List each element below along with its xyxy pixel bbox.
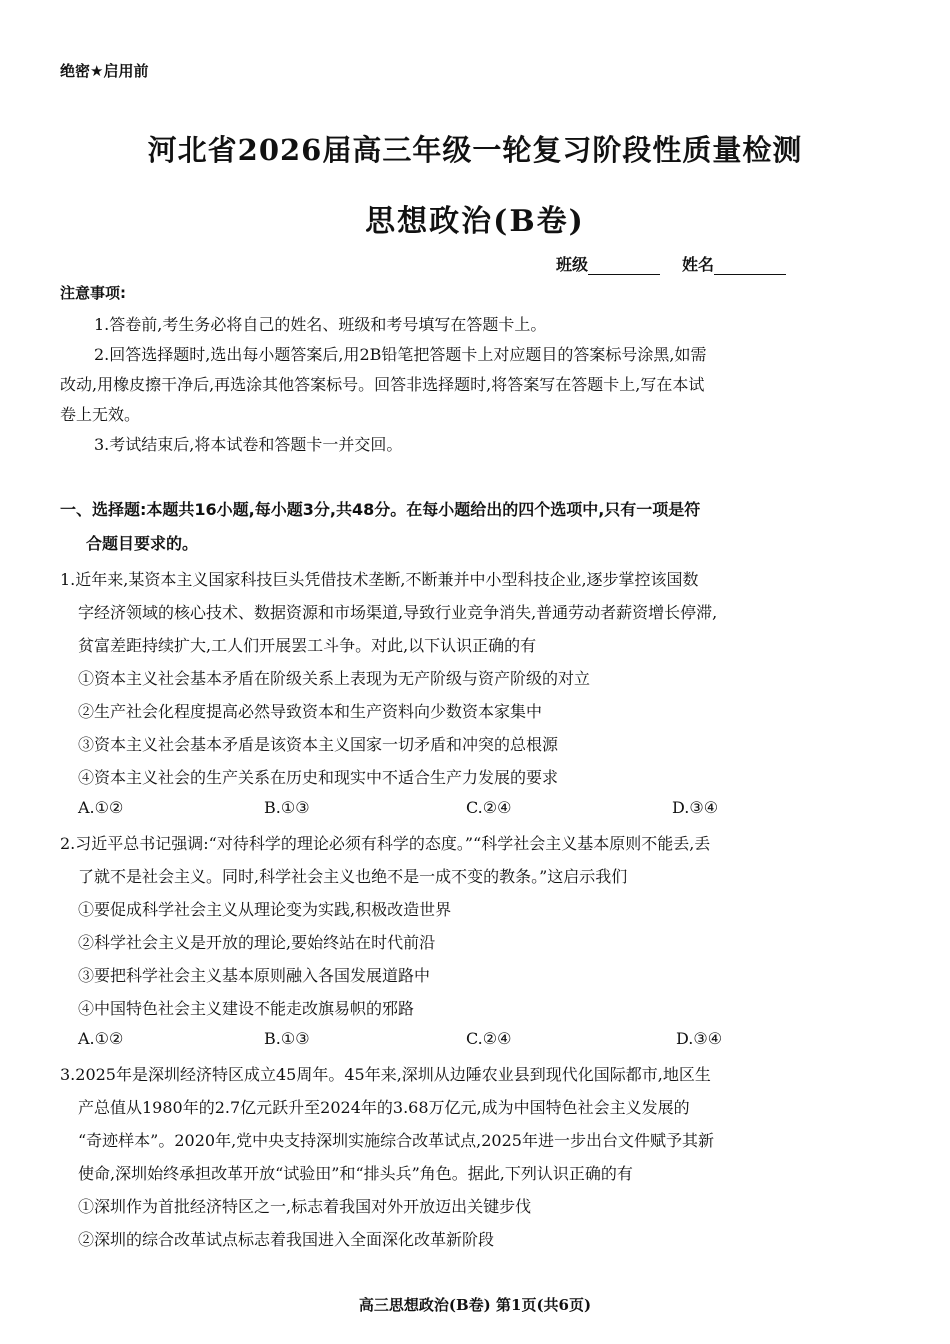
class-blank[interactable] (588, 256, 660, 275)
statement: ①要促成科学社会主义从理论变为实践,积极改造世界 (78, 900, 452, 919)
section-heading-cont: 合题目要求的。 (86, 534, 199, 553)
notes-line: 1.答卷前,考生务必将自己的姓名、班级和考号填写在答题卡上。 (94, 315, 547, 334)
question-text-line: 了就不是社会主义。同时,科学社会主义也绝不是一成不变的教条。”这启示我们 (78, 867, 628, 886)
option-c[interactable]: C.②④ (466, 798, 512, 817)
statement: ③资本主义社会基本矛盾是该资本主义国家一切矛盾和冲突的总根源 (78, 735, 559, 754)
exam-subtitle: 思想政治(B卷) (365, 204, 585, 239)
option-a[interactable]: A.①② (78, 798, 124, 817)
statement: ①深圳作为首批经济特区之一,标志着我国对外开放迈出关键步伐 (78, 1197, 532, 1216)
page-footer: 高三思想政治(B卷) 第1页(共6页) (358, 1296, 592, 1314)
question-text-line: 使命,深圳始终承担改革开放“试验田”和“排头兵”角色。据此,下列认识正确的有 (78, 1164, 633, 1183)
name-blank[interactable] (714, 256, 786, 275)
class-label: 班级 (556, 255, 589, 274)
question-text-line: 贫富差距持续扩大,工人们开展罢工斗争。对此,以下认识正确的有 (78, 636, 537, 655)
name-label: 姓名 (682, 255, 715, 274)
question-text-line: “奇迹样本”。2020年,党中央支持深圳实施综合改革试点,2025年进一步出台文件赋予其新 (78, 1131, 714, 1150)
question-text-line: 1.近年来,某资本主义国家科技巨头凭借技术垄断,不断兼并中小型科技企业,逐步掌控该国数 (60, 570, 699, 589)
notes-line: 2.回答选择题时,选出每小题答案后,用2B铅笔把答题卡上对应题目的答案标号涂黑,如需 (94, 345, 707, 364)
section-heading: 一、选择题:本题共16小题,每小题3分,共48分。在每小题给出的四个选项中,只有一项是符 (60, 500, 701, 519)
notes-line: 3.考试结束后,将本试卷和答题卡一并交回。 (94, 435, 403, 454)
question-text-line: 产总值从1980年的2.7亿元跃升至2024年的3.68万亿元,成为中国特色社会主义发展的 (78, 1098, 690, 1117)
notes-line: 卷上无效。 (60, 405, 141, 424)
option-c[interactable]: C.②④ (466, 1029, 512, 1048)
option-b[interactable]: B.①③ (264, 1029, 310, 1048)
statement: ②深圳的综合改革试点标志着我国进入全面深化改革新阶段 (78, 1230, 495, 1249)
statement: ①资本主义社会基本矛盾在阶级关系上表现为无产阶级与资产阶级的对立 (78, 669, 591, 688)
question-text-line: 3.2025年是深圳经济特区成立45周年。45年来,深圳从边陲农业县到现代化国际都市,地区生 (60, 1065, 711, 1084)
option-d[interactable]: D.③④ (676, 1029, 723, 1048)
statement: ④中国特色社会主义建设不能走改旗易帜的邪路 (78, 999, 415, 1018)
notes-heading: 注意事项: (60, 284, 126, 302)
question-text-line: 字经济领域的核心技术、数据资源和市场渠道,导致行业竞争消失,普通劳动者薪资增长停滞, (78, 603, 718, 622)
statement: ②生产社会化程度提高必然导致资本和生产资料向少数资本家集中 (78, 702, 543, 721)
confidential-label: 绝密★启用前 (60, 62, 149, 80)
option-d[interactable]: D.③④ (672, 798, 719, 817)
exam-title: 河北省2026届高三年级一轮复习阶段性质量检测 (147, 133, 803, 167)
statement: ④资本主义社会的生产关系在历史和现实中不适合生产力发展的要求 (78, 768, 559, 787)
option-a[interactable]: A.①② (78, 1029, 124, 1048)
statement: ③要把科学社会主义基本原则融入各国发展道路中 (78, 966, 431, 985)
notes-line: 改动,用橡皮擦干净后,再选涂其他答案标号。回答非选择题时,将答案写在答题卡上,写在本试 (60, 375, 705, 394)
statement: ②科学社会主义是开放的理论,要始终站在时代前沿 (78, 933, 436, 952)
question-text-line: 2.习近平总书记强调:“对待科学的理论必须有科学的态度。”“科学社会主义基本原则不能丢,丢 (60, 834, 711, 853)
student-info-fields (556, 252, 786, 275)
option-b[interactable]: B.①③ (264, 798, 310, 817)
